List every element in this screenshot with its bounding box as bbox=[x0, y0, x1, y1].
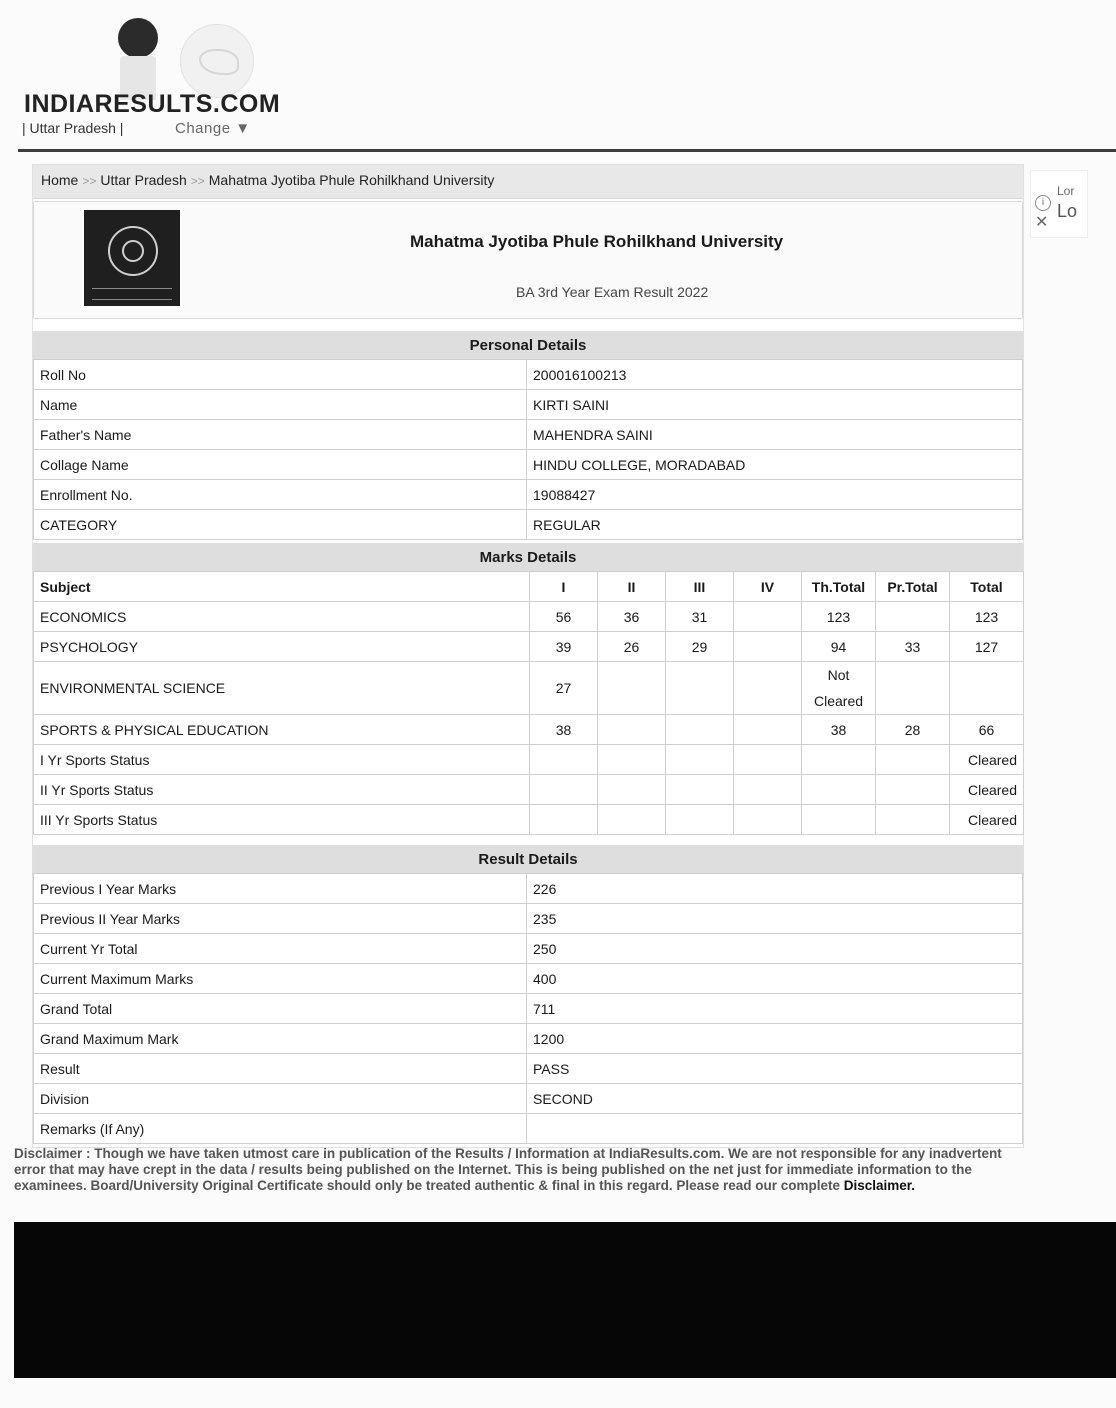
breadcrumb bbox=[33, 165, 1023, 199]
mark-cell bbox=[598, 775, 666, 805]
subject-cell: III Yr Sports Status bbox=[34, 805, 530, 835]
field-label: Previous I Year Marks bbox=[34, 874, 527, 904]
disclaimer-link[interactable]: Disclaimer. bbox=[843, 1178, 916, 1193]
field-value: 250 bbox=[527, 934, 1023, 964]
logo-figure-head bbox=[118, 18, 158, 58]
table-row bbox=[34, 450, 1023, 480]
subject-cell: II Yr Sports Status bbox=[34, 775, 530, 805]
field-value: HINDU COLLEGE, MORADABAD bbox=[527, 450, 1023, 480]
mark-cell: 33 bbox=[876, 632, 950, 662]
mark-cell bbox=[666, 745, 734, 775]
mark-cell bbox=[530, 805, 598, 835]
field-value: 200016100213 bbox=[527, 360, 1023, 390]
field-label: Division bbox=[34, 1084, 527, 1114]
breadcrumb-university[interactable]: Mahatma Jyotiba Phule Rohilkhand University bbox=[208, 172, 495, 188]
table-row bbox=[34, 480, 1023, 510]
emblem-inscription bbox=[92, 288, 172, 300]
table-row bbox=[34, 510, 1023, 540]
mark-cell: 66 bbox=[950, 715, 1024, 745]
mark-cell bbox=[666, 662, 734, 715]
field-value: 711 bbox=[527, 994, 1023, 1024]
field-value: REGULAR bbox=[527, 510, 1023, 540]
status-cell: Cleared bbox=[950, 745, 1024, 775]
subject-cell: SPORTS & PHYSICAL EDUCATION bbox=[34, 715, 530, 745]
field-label: Father's Name bbox=[34, 420, 527, 450]
column-header: Total bbox=[950, 572, 1024, 602]
current-state: | Uttar Pradesh | bbox=[22, 120, 124, 136]
mark-cell: Not Cleared bbox=[802, 662, 876, 715]
field-label: Roll No bbox=[34, 360, 527, 390]
field-value bbox=[527, 1114, 1023, 1144]
table-row bbox=[34, 1024, 1023, 1054]
info-icon[interactable]: i bbox=[1035, 195, 1051, 211]
mark-cell bbox=[734, 632, 802, 662]
footer-blackout bbox=[14, 1222, 1116, 1378]
status-cell: Cleared bbox=[950, 805, 1024, 835]
field-value: PASS bbox=[527, 1054, 1023, 1084]
personal-details-header: Personal Details bbox=[33, 331, 1023, 359]
state-map-icon bbox=[180, 24, 254, 98]
mark-cell bbox=[530, 745, 598, 775]
column-header: Subject bbox=[34, 572, 530, 602]
mark-cell bbox=[876, 745, 950, 775]
site-logo[interactable] bbox=[20, 14, 280, 144]
column-header: IV bbox=[734, 572, 802, 602]
mark-cell bbox=[598, 662, 666, 715]
mark-cell: 26 bbox=[598, 632, 666, 662]
table-row bbox=[34, 662, 1024, 715]
column-header: I bbox=[530, 572, 598, 602]
field-label: Enrollment No. bbox=[34, 480, 527, 510]
field-value: KIRTI SAINI bbox=[527, 390, 1023, 420]
mark-cell bbox=[598, 715, 666, 745]
table-row bbox=[34, 904, 1023, 934]
result-details-header: Result Details bbox=[33, 845, 1023, 873]
table-row bbox=[34, 934, 1023, 964]
result-details-table bbox=[33, 873, 1023, 1144]
breadcrumb-separator: >> bbox=[82, 174, 97, 188]
ad-banner[interactable] bbox=[1030, 170, 1088, 238]
mark-cell: 38 bbox=[530, 715, 598, 745]
subject-cell: ENVIRONMENTAL SCIENCE bbox=[34, 662, 530, 715]
status-cell: Cleared bbox=[950, 775, 1024, 805]
mark-cell bbox=[598, 745, 666, 775]
mark-cell: 123 bbox=[802, 602, 876, 632]
field-value: 226 bbox=[527, 874, 1023, 904]
table-row bbox=[34, 994, 1023, 1024]
mark-cell bbox=[530, 775, 598, 805]
close-icon[interactable]: ✕ bbox=[1035, 214, 1049, 231]
mark-cell: 94 bbox=[802, 632, 876, 662]
exam-title: BA 3rd Year Exam Result 2022 bbox=[516, 284, 709, 300]
mark-cell bbox=[734, 805, 802, 835]
mark-cell: 39 bbox=[530, 632, 598, 662]
field-value: 400 bbox=[527, 964, 1023, 994]
mark-cell: 127 bbox=[950, 632, 1024, 662]
table-row bbox=[34, 874, 1023, 904]
ad-text-2: Lo bbox=[1057, 201, 1078, 221]
mark-cell bbox=[802, 775, 876, 805]
subject-cell: ECONOMICS bbox=[34, 602, 530, 632]
table-row bbox=[34, 632, 1024, 662]
mark-cell bbox=[876, 775, 950, 805]
subject-cell: PSYCHOLOGY bbox=[34, 632, 530, 662]
breadcrumb-state[interactable]: Uttar Pradesh bbox=[100, 172, 187, 188]
mark-cell bbox=[876, 805, 950, 835]
mark-cell: 28 bbox=[876, 715, 950, 745]
column-header: II bbox=[598, 572, 666, 602]
table-row bbox=[34, 1084, 1023, 1114]
field-label: Grand Maximum Mark bbox=[34, 1024, 527, 1054]
table-row bbox=[34, 715, 1024, 745]
site-name[interactable]: INDIARESULTS.COM bbox=[24, 90, 281, 118]
mark-cell bbox=[734, 775, 802, 805]
field-label: Collage Name bbox=[34, 450, 527, 480]
mark-cell: 29 bbox=[666, 632, 734, 662]
breadcrumb-separator: >> bbox=[190, 174, 205, 188]
header-divider bbox=[18, 149, 1116, 152]
field-value: SECOND bbox=[527, 1084, 1023, 1114]
breadcrumb-home[interactable]: Home bbox=[41, 172, 79, 188]
mark-cell bbox=[876, 662, 950, 715]
field-label: Current Yr Total bbox=[34, 934, 527, 964]
column-header: III bbox=[666, 572, 734, 602]
mark-cell: 27 bbox=[530, 662, 598, 715]
field-value: MAHENDRA SAINI bbox=[527, 420, 1023, 450]
mark-cell bbox=[734, 662, 802, 715]
mark-cell: 36 bbox=[598, 602, 666, 632]
personal-details-table bbox=[33, 359, 1023, 540]
mark-cell bbox=[802, 805, 876, 835]
table-row bbox=[34, 420, 1023, 450]
mark-cell bbox=[734, 602, 802, 632]
mark-cell bbox=[876, 602, 950, 632]
marks-details-header: Marks Details bbox=[33, 543, 1023, 571]
change-state-link[interactable]: Change ▼ bbox=[175, 120, 251, 137]
mark-cell: 31 bbox=[666, 602, 734, 632]
mark-cell bbox=[666, 715, 734, 745]
mark-cell: 38 bbox=[802, 715, 876, 745]
table-row bbox=[34, 775, 1024, 805]
mark-cell bbox=[666, 805, 734, 835]
table-row bbox=[34, 745, 1024, 775]
column-header: Th.Total bbox=[802, 572, 876, 602]
field-label: Previous II Year Marks bbox=[34, 904, 527, 934]
chakra-icon bbox=[108, 226, 158, 276]
ad-text-1: Lor bbox=[1057, 184, 1075, 198]
mark-cell bbox=[734, 745, 802, 775]
field-label: Result bbox=[34, 1054, 527, 1084]
field-value: 19088427 bbox=[527, 480, 1023, 510]
column-header: Pr.Total bbox=[876, 572, 950, 602]
university-title: Mahatma Jyotiba Phule Rohilkhand University bbox=[410, 232, 784, 251]
table-header-row bbox=[34, 572, 1024, 602]
field-label: Remarks (If Any) bbox=[34, 1114, 527, 1144]
field-label: Name bbox=[34, 390, 527, 420]
mark-cell bbox=[802, 745, 876, 775]
table-row bbox=[34, 602, 1024, 632]
mark-cell: 56 bbox=[530, 602, 598, 632]
table-row bbox=[34, 805, 1024, 835]
field-label: Grand Total bbox=[34, 994, 527, 1024]
table-row bbox=[34, 390, 1023, 420]
result-panel bbox=[32, 164, 1024, 1148]
table-row bbox=[34, 1114, 1023, 1144]
subject-cell: I Yr Sports Status bbox=[34, 745, 530, 775]
mark-cell bbox=[598, 805, 666, 835]
field-value: 1200 bbox=[527, 1024, 1023, 1054]
mark-cell bbox=[734, 715, 802, 745]
table-row bbox=[34, 964, 1023, 994]
disclaimer bbox=[14, 1146, 1026, 1194]
mark-cell bbox=[950, 662, 1024, 715]
university-header bbox=[33, 201, 1023, 319]
field-label: Current Maximum Marks bbox=[34, 964, 527, 994]
mark-cell bbox=[666, 775, 734, 805]
field-label: CATEGORY bbox=[34, 510, 527, 540]
table-row bbox=[34, 360, 1023, 390]
disclaimer-text: Disclaimer : Though we have taken utmost care in publication of the Results / Information at IndiaResults.com. We are not responsible for any inadvertent error that may have crept in the data / results being published on the Internet. This is being published on the net just for immediate information to the examinees. Board/University Original Certificate should only be treated authentic & final in this regard. Please read our complete bbox=[14, 1146, 1002, 1193]
university-emblem bbox=[84, 210, 180, 306]
mark-cell: 123 bbox=[950, 602, 1024, 632]
field-value: 235 bbox=[527, 904, 1023, 934]
marks-table bbox=[33, 571, 1024, 835]
table-row bbox=[34, 1054, 1023, 1084]
